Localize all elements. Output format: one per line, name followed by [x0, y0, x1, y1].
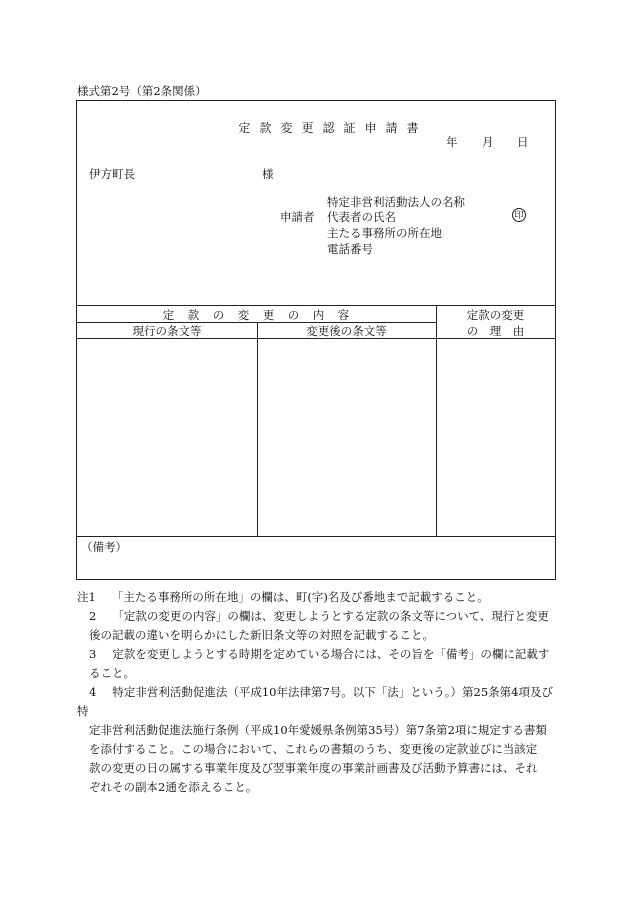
remarks-rule	[77, 536, 555, 537]
changed-text-header: 変更後の条文等	[306, 324, 387, 338]
note-continuation: 定非営利活動促進法施行条例（平成10年愛媛県条例第35号）第7条第2項に規定する書類	[89, 723, 547, 737]
note-item	[77, 683, 557, 721]
note-text: 「主たる事務所の所在地」の欄は、町(字)名及び番地まで記載すること。	[111, 590, 489, 604]
note-item	[77, 645, 557, 664]
addressee-name: 伊方町長	[89, 167, 135, 181]
reason-header-line1: 定款の変更	[466, 308, 525, 322]
note-number: 2	[89, 609, 97, 623]
note-number: 4	[89, 685, 97, 699]
date-year: 年	[446, 135, 458, 149]
current-text-header: 現行の条文等	[132, 324, 202, 338]
column-divider-1	[257, 322, 258, 536]
field-phone: 電話番号	[327, 242, 373, 256]
column-divider-2	[436, 305, 437, 536]
note-item	[77, 588, 557, 607]
remarks-label: （備考）	[81, 540, 127, 554]
table-top-rule	[77, 305, 555, 306]
field-office-address: 主たる事務所の所在地	[327, 226, 442, 240]
note-text: 「定款の変更の内容」の欄は、変更しようとする定款の条文等について、現行と変更	[112, 609, 549, 623]
content-header: 定 款 の 変 更 の 内 容	[162, 308, 351, 322]
addressee-honorific: 様	[262, 167, 274, 181]
note-number: 注1	[77, 590, 96, 604]
form-title: 定款変更認証申請書	[238, 121, 428, 135]
applicant-label: 申請者	[280, 210, 315, 224]
date-day: 日	[517, 135, 529, 149]
note-text: 特定非営利活動促進法（平成10年法律第7号。以下「法」という。）第25条第4項及び特	[77, 685, 553, 718]
seal-mark: 印	[512, 208, 526, 222]
date-month: 月	[482, 135, 494, 149]
form-label: 様式第2号（第2条関係）	[77, 84, 207, 98]
notes-section	[77, 588, 557, 797]
note-continuation: ぞれその副本2通を添えること。	[89, 780, 258, 794]
note-number: 3	[89, 647, 97, 661]
application-form	[76, 100, 556, 580]
note-text: 定款を変更しようとする時期を定めている場合には、その旨を「備考」の欄に記載す	[112, 647, 550, 661]
note-continuation: 款の変更の日の属する事業年度及び翌事業年度の事業計画書及び活動予算書には、それ	[89, 761, 538, 775]
note-item	[77, 607, 557, 626]
reason-header-line2: の 理 由	[466, 324, 525, 338]
field-org-name: 特定非営利活動法人の名称	[327, 195, 465, 209]
note-continuation: を添付すること。この場合において、これらの書類のうち、変更後の定款並びに当該定	[89, 742, 538, 756]
field-representative: 代表者の氏名	[327, 210, 396, 224]
note-continuation: ること。	[89, 666, 135, 680]
note-continuation: 後の記載の違いを明らかにした新旧条文等の対照を記載すること。	[89, 628, 434, 642]
